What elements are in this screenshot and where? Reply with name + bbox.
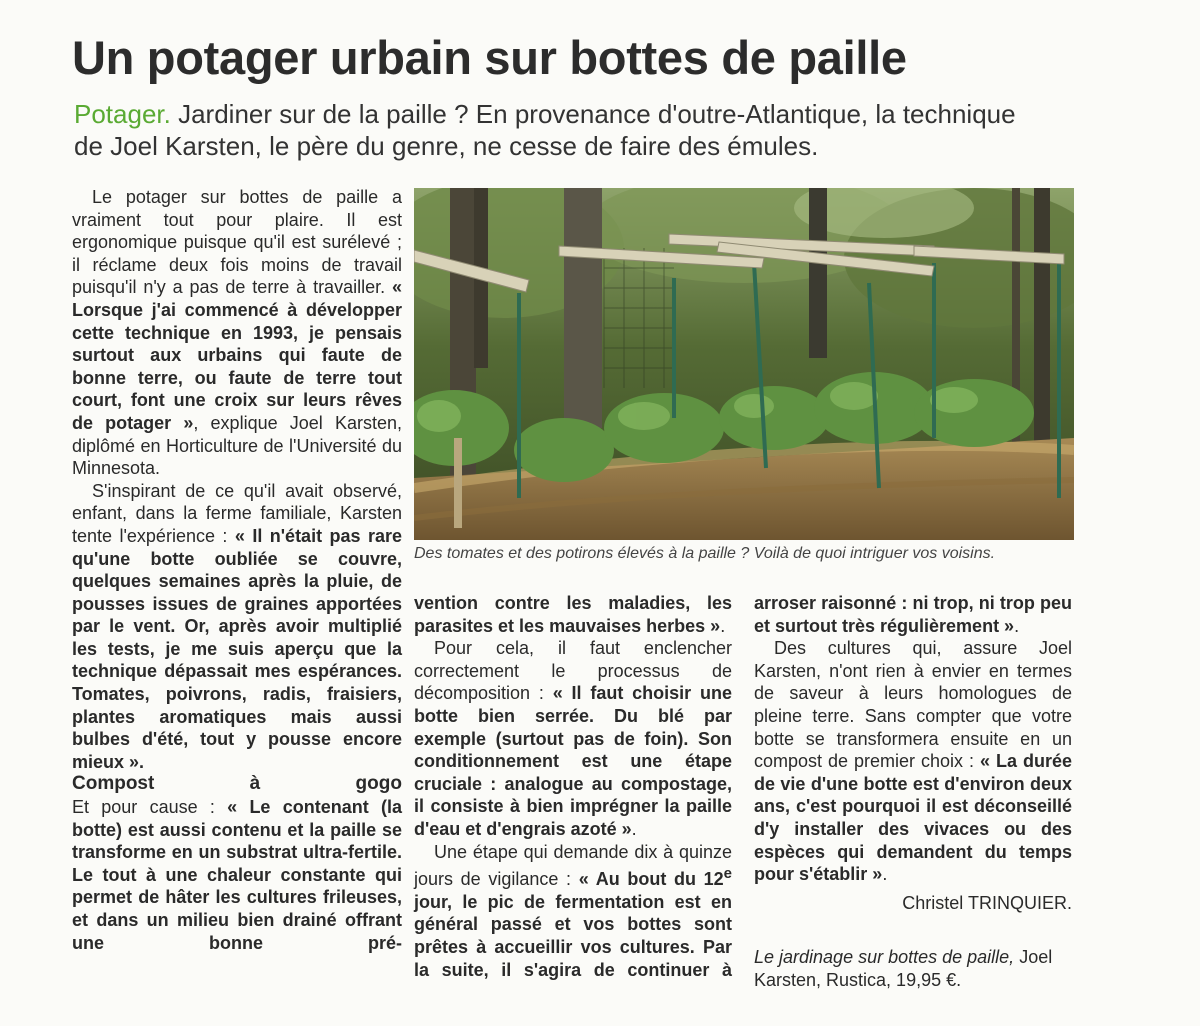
quote: « Lorsque j'ai commencé à développer cette technique en 1993, je pensais surtout aux urbains qui faute de bonne terre, ou faute de terre tout court, font une croix sur leurs rêves de potager » xyxy=(72,277,402,433)
paragraph xyxy=(414,841,732,982)
paragraph xyxy=(72,796,402,954)
garden-photo xyxy=(414,188,1074,540)
body-text: , explique Joel Karsten, diplômé en Horticulture de l'Université du Minnesota. xyxy=(72,412,402,479)
author-signature: Christel TRINQUIER. xyxy=(902,892,1072,913)
body-text: . xyxy=(882,864,888,885)
photo-caption: Des tomates et des potirons élevés à la paille ? Voilà de quoi intriguer vos voisins. xyxy=(414,545,996,562)
straw-bale-garden-illustration xyxy=(414,188,1074,540)
superscript: e xyxy=(723,865,732,883)
standfirst-line-1: Jardiner sur de la paille ? En provenance d'outre-Atlantique, la technique xyxy=(170,99,1016,129)
body-text: S'inspirant de ce qu'il avait observé, enfant, dans la ferme familiale, Karsten tente l'expérience : xyxy=(72,480,402,546)
quote: « La durée de vie d'une botte est d'environ deux ans, c'est pourquoi il est déconseillé d'y installer des vivaces ou des espèces qui demandent du temps pour s'établir » xyxy=(754,751,1072,885)
body-text: Une étape qui demande dix à quinze jours de vigilance : xyxy=(414,841,732,890)
standfirst xyxy=(74,98,1174,162)
quote: arroser raisonné : ni trop, ni trop peu et surtout très régulièrement » xyxy=(754,593,1072,636)
quote: vention contre les maladies, les parasites et les mauvaises herbes » xyxy=(414,593,732,636)
paragraph xyxy=(754,592,1072,637)
body-text: . xyxy=(631,818,637,839)
body-text: . xyxy=(720,615,726,636)
headline: Un potager urbain sur bottes de paille xyxy=(72,31,907,84)
quote: « Il faut choisir une botte bien serrée. Du blé par exemple (surtout pas de foin). Son conditionnement est une étape cruciale : analogue au compostage, il consiste à bien imprégner la paille d'eau et d'engrais azoté » xyxy=(414,683,732,839)
book-reference xyxy=(754,946,1072,991)
paragraph xyxy=(72,186,402,480)
paragraph xyxy=(72,480,402,774)
body-text: Pour cela, il faut enclencher correctement le processus de décomposition : xyxy=(414,638,732,704)
body-text: . xyxy=(1014,615,1020,636)
book-details: Joel Karsten, Rustica, 19,95 €. xyxy=(754,947,1053,990)
paragraph xyxy=(414,637,732,840)
kicker: Potager. xyxy=(74,99,171,129)
paragraph xyxy=(414,592,732,637)
quote-part: jour, le pic de fermentation est en général passé et vos bottes sont prêtes à accueillir vos cultures. Par la suite, il s'agira de continuer à xyxy=(414,891,732,980)
quote: « Le contenant (la botte) est aussi contenu et la paille se transforme en un substrat ultra-fertile. Le tout à une chaleur constante qui permet de hâter les cultures frileuses, et dans un milieu bien drainé offrant une bonne pré- xyxy=(72,797,402,953)
article-column-2 xyxy=(414,592,732,981)
article-column-3 xyxy=(754,592,1072,992)
body-text: Et pour cause : xyxy=(72,797,228,818)
body-text: Le potager sur bottes de paille a vraiment tout pour plaire. Il est ergonomique puisque qu'il est surélevé ; il réclame deux fois moins de travail puisqu'il n'y a pas de terre à travailler. xyxy=(72,187,402,298)
quote: « Il n'était pas rare qu'une botte oubliée se couvre, quelques semaines après la pluie, de pousses issues de graines apportées par le vent. Or, après avoir multiplié les tests, je me suis aperçu que la technique dépassait mes espérances. Tomates, poivrons, radis, fraisiers, plantes aromatiques mais aussi bulbes d'été, tout y pousse encore mieux ». xyxy=(72,525,403,772)
paragraph xyxy=(754,637,1072,886)
quote-part: « Au bout du 12 xyxy=(578,869,724,890)
subheading: Compost à gogo xyxy=(72,773,402,795)
book-title: Le jardinage sur bottes de paille, xyxy=(754,947,1015,968)
standfirst-line-2: de Joel Karsten, le père du genre, ne cesse de faire des émules. xyxy=(74,131,819,161)
body-text: Des cultures qui, assure Joel Karsten, n'ont rien à envier en termes de saveur à leurs homologues de pleine terre. Sans compter que votre botte se transformera ensuite en un compost de premier choix : xyxy=(754,638,1072,772)
article-column-1 xyxy=(72,186,402,954)
